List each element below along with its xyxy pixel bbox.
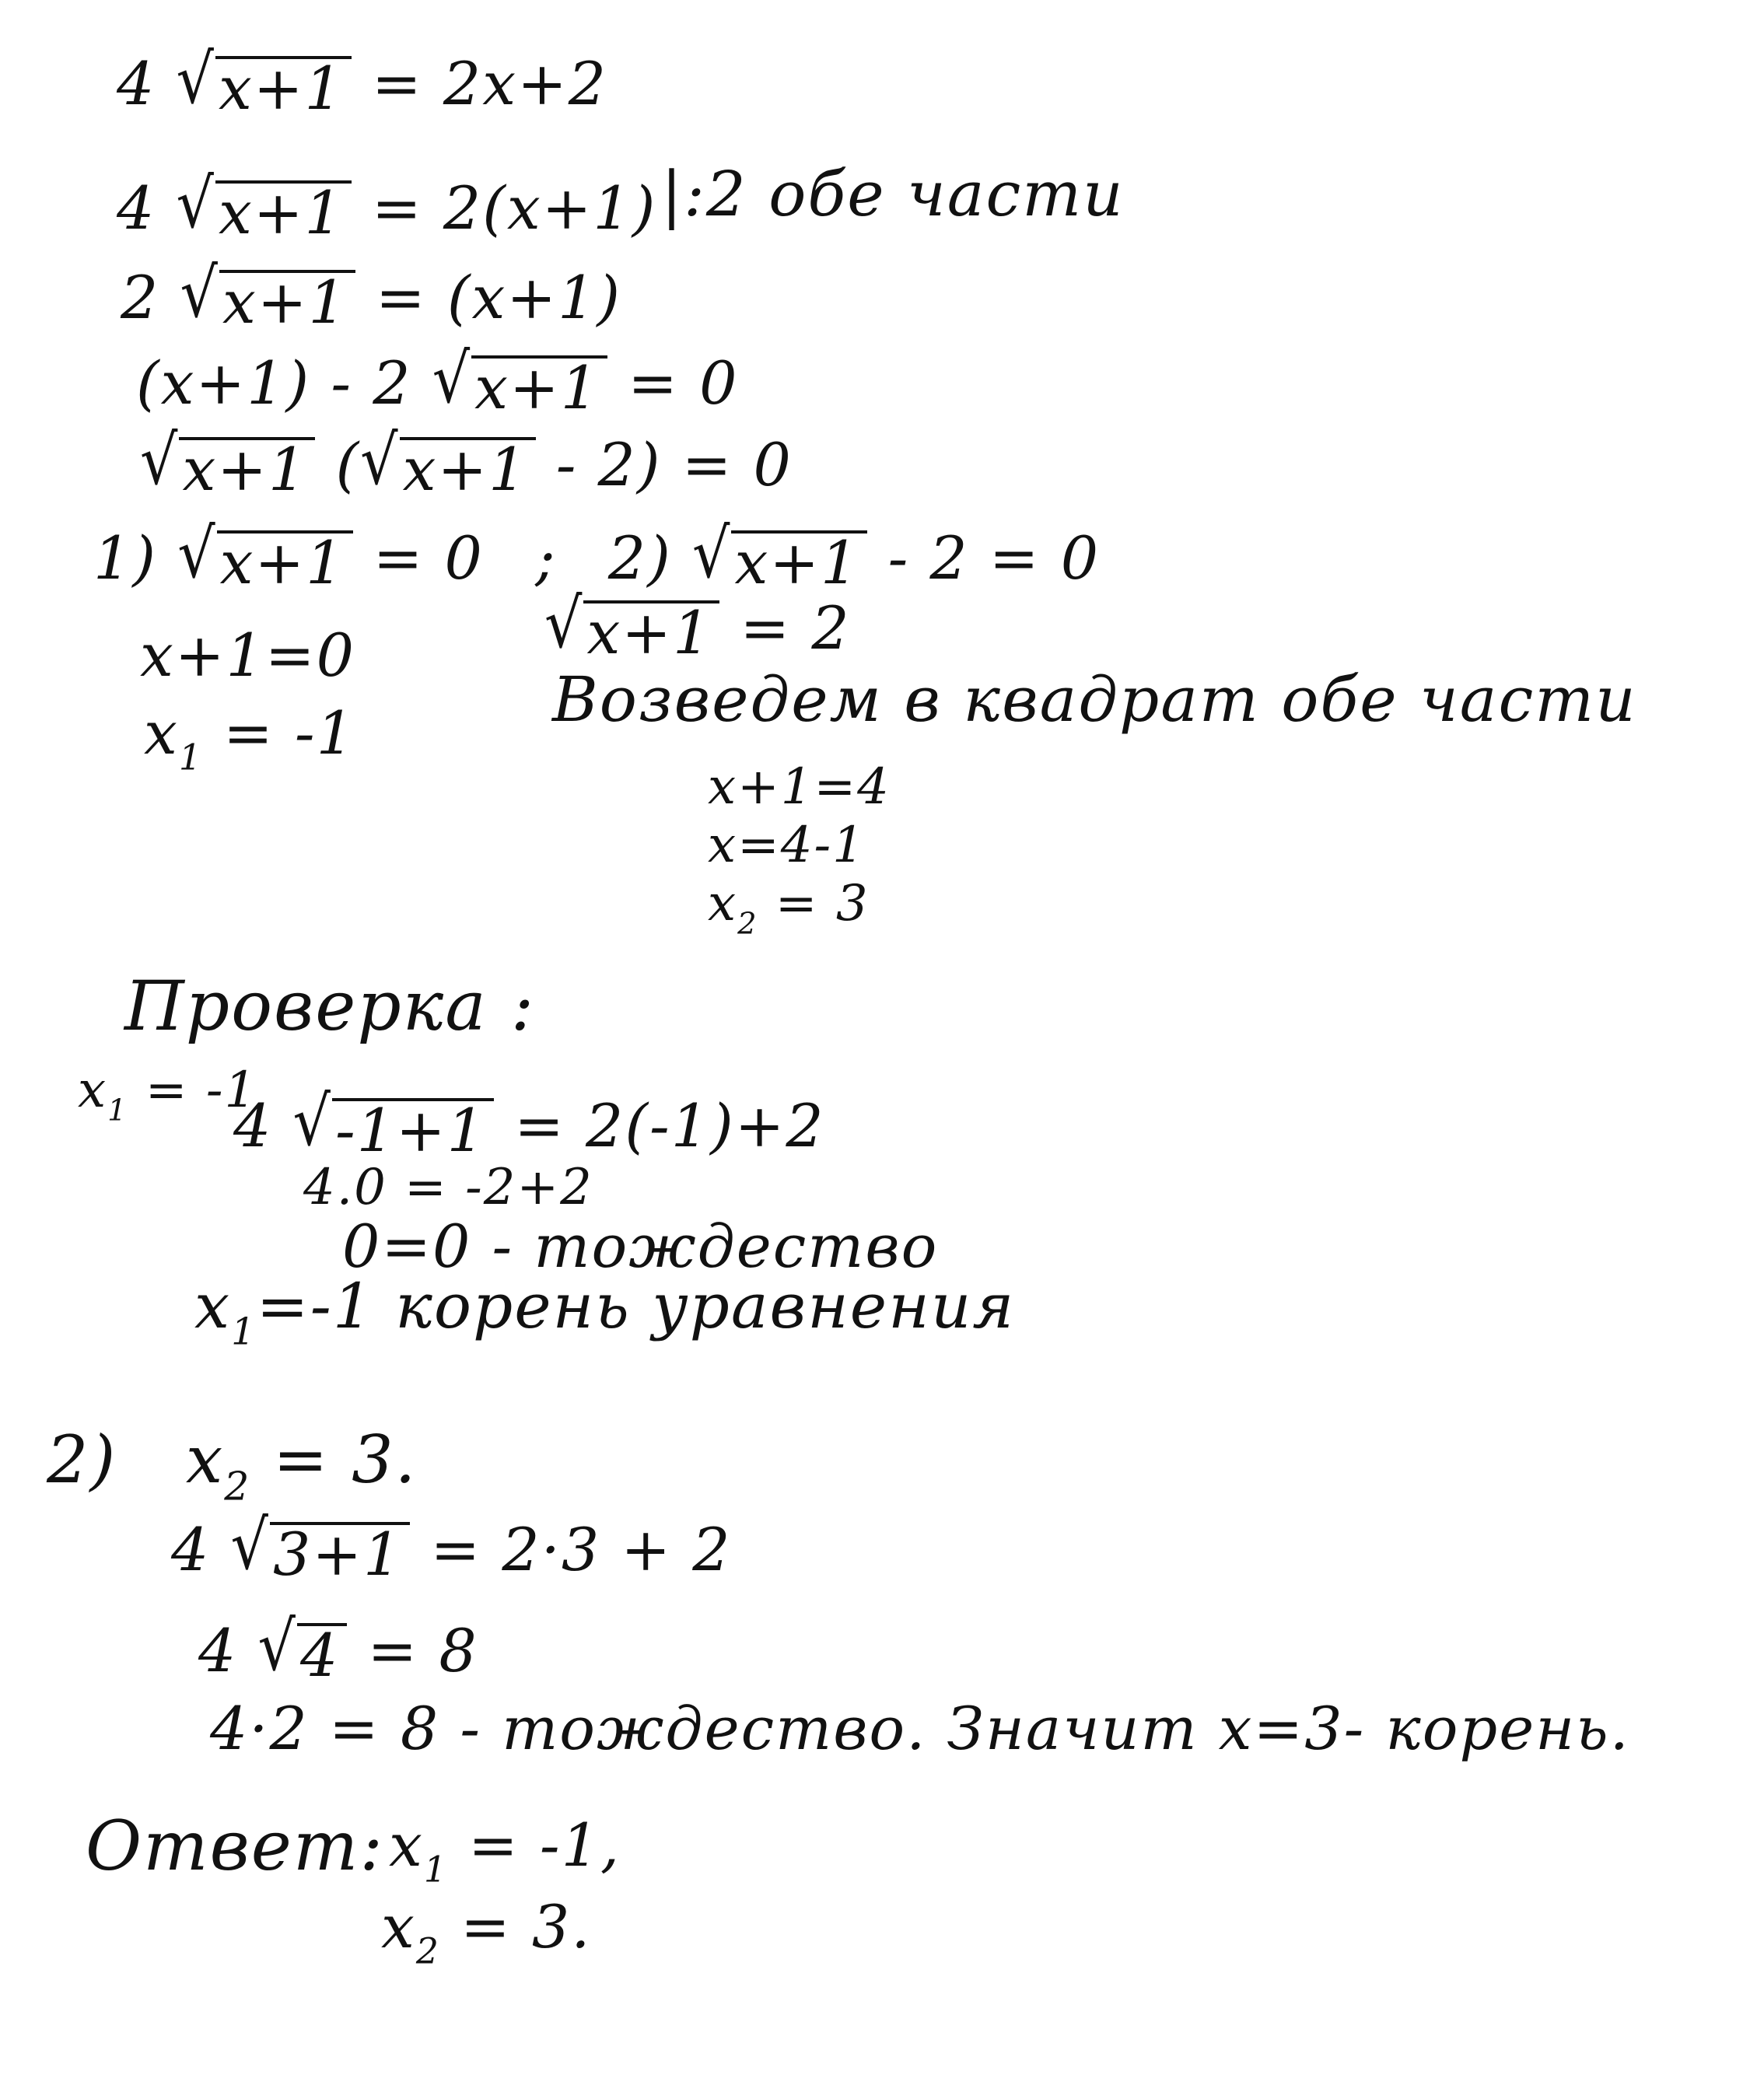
sqrt-expression: √ x+1 bbox=[177, 54, 352, 118]
value: = -1 bbox=[145, 1062, 258, 1119]
sqrt-expression: √ x+1 bbox=[140, 436, 315, 499]
check-2-substitution bbox=[171, 1505, 732, 1589]
right-side: - 2) = 0 bbox=[555, 430, 793, 499]
value: =-1 корень уравнения bbox=[256, 1270, 1016, 1342]
right-side: = (x+1) bbox=[376, 263, 622, 332]
coefficient: 2 bbox=[121, 263, 160, 332]
right-side: = 2x+2 bbox=[372, 49, 608, 118]
separator: ; bbox=[535, 523, 557, 593]
squaring-note: Возведем в квадрат обе части bbox=[552, 663, 1637, 736]
coefficient: 4 bbox=[117, 49, 156, 118]
variable: x bbox=[389, 1810, 424, 1880]
check-heading: Проверка : bbox=[124, 966, 536, 1046]
radicand: x+1 bbox=[215, 56, 352, 118]
check-1-conclusion bbox=[194, 1270, 1016, 1354]
subscript: 1 bbox=[107, 1093, 128, 1128]
case-2-right: - 2 = 0 bbox=[887, 523, 1101, 593]
radicand: x+1 bbox=[400, 437, 536, 499]
sqrt-expression: √ x+1 bbox=[177, 529, 352, 593]
right-side: = 2 bbox=[740, 593, 851, 663]
variable: x bbox=[194, 1270, 232, 1342]
radicand: 3+1 bbox=[270, 1522, 410, 1584]
check-root-2 bbox=[47, 1422, 418, 1510]
equation-line-4 bbox=[136, 338, 739, 422]
case-1-root bbox=[144, 698, 355, 778]
variable: x bbox=[185, 1422, 225, 1498]
right-side: = 2·3 + 2 bbox=[430, 1515, 732, 1584]
radicand: x+1 bbox=[215, 180, 352, 243]
variable: x bbox=[78, 1062, 108, 1119]
case-2-step-3: x=4-1 bbox=[708, 817, 866, 874]
sqrt-expression: √ 4 bbox=[258, 1621, 348, 1685]
coefficient: 4 bbox=[171, 1515, 211, 1584]
right-side: = 8 bbox=[367, 1616, 478, 1685]
subscript: 2 bbox=[224, 1463, 251, 1510]
check-root-1 bbox=[78, 1062, 258, 1128]
check-2-identity: 4·2 = 8 - тождество. Значит x=3- корень. bbox=[210, 1694, 1630, 1763]
equation-line-3 bbox=[121, 253, 622, 337]
radicand: x+1 bbox=[179, 437, 315, 499]
variable: x bbox=[381, 1892, 416, 1961]
radicand: x+1 bbox=[731, 530, 867, 593]
check-1-identity: 0=0 - тождество bbox=[342, 1212, 939, 1281]
sqrt-expression: √ -1+1 bbox=[293, 1097, 495, 1160]
right-side: = 2(x+1) bbox=[372, 173, 657, 243]
divide-note: |:2 обе части bbox=[661, 158, 1125, 230]
subscript: 1 bbox=[178, 736, 203, 778]
value: = 3. bbox=[460, 1892, 592, 1961]
sqrt-expression: √ x+1 bbox=[432, 354, 607, 418]
answer-root-1 bbox=[389, 1810, 621, 1891]
case-1-step-1: x+1=0 bbox=[140, 621, 355, 690]
case-2-step-2: x+1=4 bbox=[708, 758, 891, 816]
value: = 3. bbox=[273, 1422, 418, 1498]
case-1-right: = 0 bbox=[373, 523, 484, 593]
sqrt-expression: √ x+1 bbox=[177, 179, 352, 243]
subscript: 1 bbox=[231, 1310, 257, 1354]
radicand: x+1 bbox=[471, 355, 607, 418]
radicand: x+1 bbox=[583, 600, 719, 663]
radicand: -1+1 bbox=[332, 1098, 494, 1160]
radicand: x+1 bbox=[217, 530, 353, 593]
case-2-step-1 bbox=[544, 583, 851, 667]
case-2-label: 2) bbox=[47, 1422, 117, 1498]
sqrt-expression: √ 3+1 bbox=[231, 1520, 411, 1584]
right-side: = 2(-1)+2 bbox=[514, 1091, 825, 1160]
coefficient: 4 bbox=[233, 1091, 273, 1160]
open-paren: ( bbox=[335, 430, 361, 499]
check-1-evaluate: 4.0 = -2+2 bbox=[303, 1159, 593, 1216]
sqrt-expression: √ x+1 bbox=[544, 599, 719, 663]
sqrt-expression: √ x+1 bbox=[180, 268, 355, 332]
radicand: x+1 bbox=[219, 270, 355, 332]
equation-line-1 bbox=[117, 39, 608, 123]
answer-label: Ответ: bbox=[86, 1806, 384, 1886]
coefficient: 4 bbox=[117, 173, 156, 243]
variable: x bbox=[708, 875, 738, 932]
check-1-substitution bbox=[233, 1081, 825, 1165]
radicand: 4 bbox=[297, 1623, 347, 1685]
value: = -1 bbox=[223, 698, 355, 768]
left-part: (x+1) - 2 bbox=[136, 348, 412, 418]
equation-line-5 bbox=[140, 420, 793, 504]
case-2-root bbox=[708, 875, 870, 942]
answer-root-2 bbox=[381, 1892, 592, 1972]
value: = 3 bbox=[775, 875, 870, 932]
equation-line-6 bbox=[93, 513, 1101, 597]
case-2-label: 2) bbox=[607, 523, 672, 593]
subscript: 1 bbox=[423, 1849, 448, 1891]
right-side: = 0 bbox=[628, 348, 739, 418]
case-1-label: 1) bbox=[93, 523, 158, 593]
value: = -1, bbox=[468, 1810, 621, 1880]
variable: x bbox=[144, 698, 179, 768]
sqrt-expression: √ x+1 bbox=[692, 529, 867, 593]
equation-line-2 bbox=[117, 163, 657, 247]
subscript: 2 bbox=[415, 1930, 440, 1972]
check-2-simplify bbox=[198, 1606, 478, 1690]
coefficient: 4 bbox=[198, 1616, 238, 1685]
subscript: 2 bbox=[737, 906, 758, 942]
sqrt-expression: √ x+1 bbox=[360, 436, 535, 499]
